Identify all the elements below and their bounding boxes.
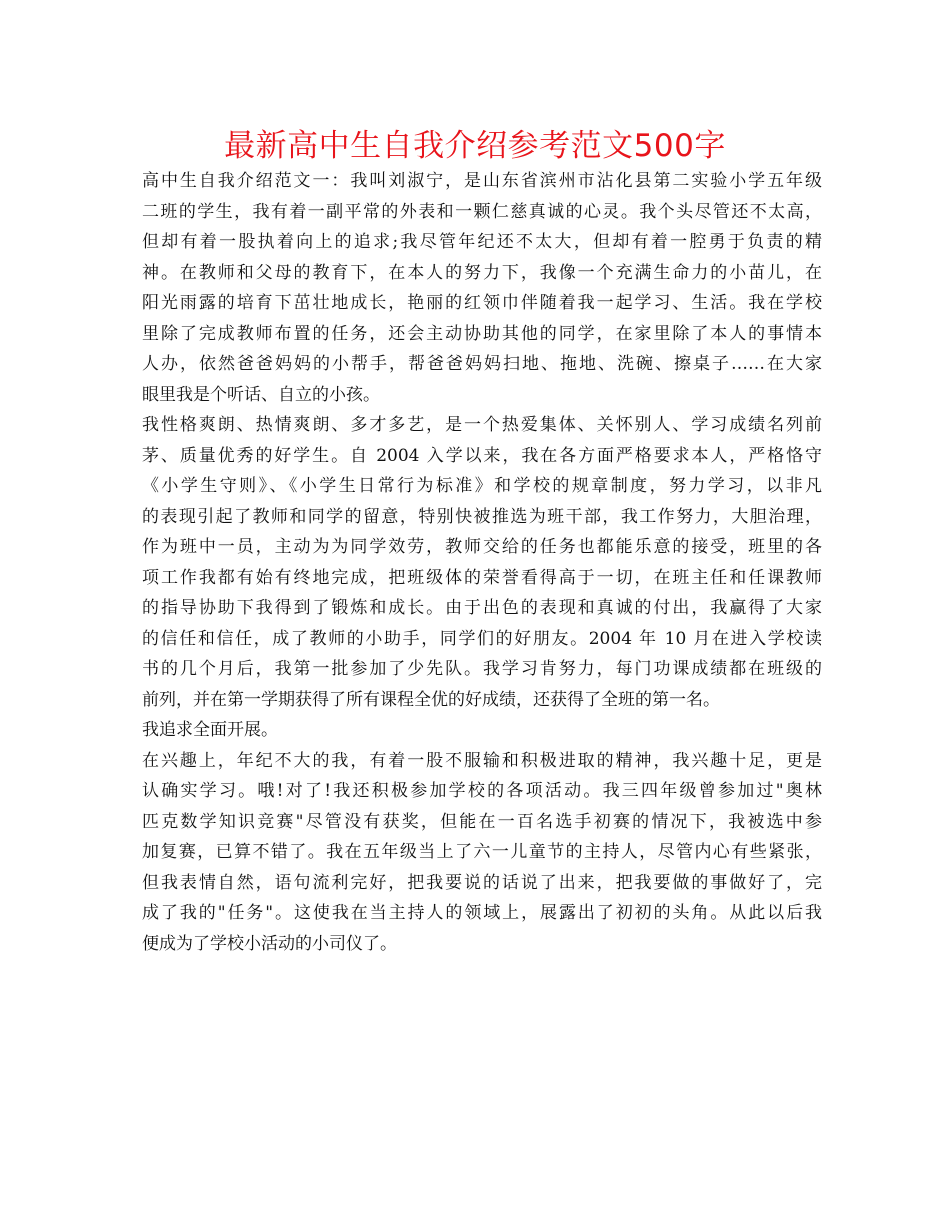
text-line: 但我表情自然，语句流利完好，把我要说的话说了出来，把我要做的事做好了，完 bbox=[142, 872, 822, 893]
text-line: 书的几个月后，我第一批参加了少先队。我学习肯努力，每门功课成绩都在班级的 bbox=[142, 659, 822, 679]
paragraph bbox=[142, 746, 822, 960]
text-line: 人办，依然爸爸妈妈的小帮手，帮爸爸妈妈扫地、拖地、洗碗、擦桌子……在大家 bbox=[142, 354, 822, 374]
text-line: 前列，并在第一学期获得了所有课程全优的好成绩，还获得了全班的第一名。 bbox=[142, 689, 720, 710]
text-line: 认确实学习。哦!对了!我还积极参加学校的各项活动。我三四年级曾参加过"奥林 bbox=[142, 781, 822, 801]
text-line: 高中生自我介绍范文一：我叫刘淑宁，是山东省滨州市沾化县第二实验小学五年级 bbox=[142, 171, 822, 191]
document-title: 最新高中生自我介绍参考范文500字 bbox=[224, 128, 726, 164]
text-line: 神。在教师和父母的教育下，在本人的努力下，我像一个充满生命力的小苗儿，在 bbox=[142, 262, 822, 283]
text-line: 在兴趣上，年纪不大的我，有着一股不服输和积极进取的精神，我兴趣十足，更是 bbox=[142, 750, 822, 771]
text-line: 但却有着一股执着向上的追求;我尽管年纪还不太大，但却有着一腔勇于负责的精 bbox=[142, 232, 822, 252]
text-line: 匹克数学知识竞赛"尽管没有获奖，但能在一百名选手初赛的情况下，我被选中参 bbox=[142, 811, 822, 832]
paragraph bbox=[142, 715, 822, 746]
text-line: 的信任和信任，成了教师的小助手，同学们的好朋友。2004 年 10 月在进入学校读 bbox=[142, 628, 822, 649]
text-line: 加复赛，已算不错了。我在五年级当上了六一儿童节的主持人，尽管内心有些紧张， bbox=[142, 842, 822, 862]
text-line: 我追求全面开展。 bbox=[142, 720, 278, 740]
text-line: 眼里我是个听话、自立的小孩。 bbox=[142, 384, 380, 405]
text-line: 阳光雨露的培育下茁壮地成长，艳丽的红领巾伴随着我一起学习、生活。我在学校 bbox=[142, 293, 822, 313]
text-line: 茅、质量优秀的好学生。自 2004 入学以来，我在各方面严格要求本人，严格恪守 bbox=[142, 445, 822, 466]
text-line: 便成为了学校小活动的小司仪了。 bbox=[142, 933, 397, 954]
text-line: 的表现引起了教师和同学的留意，特别快被推选为班干部，我工作努力，大胆治理， bbox=[142, 506, 822, 527]
text-line: 项工作我都有始有终地完成，把班级体的荣誉看得高于一切，在班主任和任课教师 bbox=[142, 567, 822, 588]
paragraph bbox=[142, 166, 822, 410]
text-line: 我性格爽朗、热情爽朗、多才多艺，是一个热爱集体、关怀别人、学习成绩名列前 bbox=[142, 415, 822, 435]
text-line: 《小学生守则》、《小学生日常行为标准》和学校的规章制度，努力学习，以非凡 bbox=[142, 476, 822, 496]
text-line: 作为班中一员，主动为为同学效劳，教师交给的任务也都能乐意的接受，班里的各 bbox=[142, 537, 822, 557]
text-line: 的指导协助下我得到了锻炼和成长。由于出色的表现和真诚的付出，我赢得了大家 bbox=[142, 598, 822, 618]
text-line: 成了我的"任务"。这使我在当主持人的领域上，展露出了初初的头角。从此以后我 bbox=[142, 903, 822, 923]
document-body bbox=[142, 166, 822, 959]
paragraph bbox=[142, 410, 822, 715]
text-line: 二班的学生，我有着一副平常的外表和一颗仁慈真诚的心灵。我个头尽管还不太高， bbox=[142, 201, 822, 222]
text-line: 里除了完成教师布置的任务，还会主动协助其他的同学，在家里除了本人的事情本 bbox=[142, 323, 822, 344]
